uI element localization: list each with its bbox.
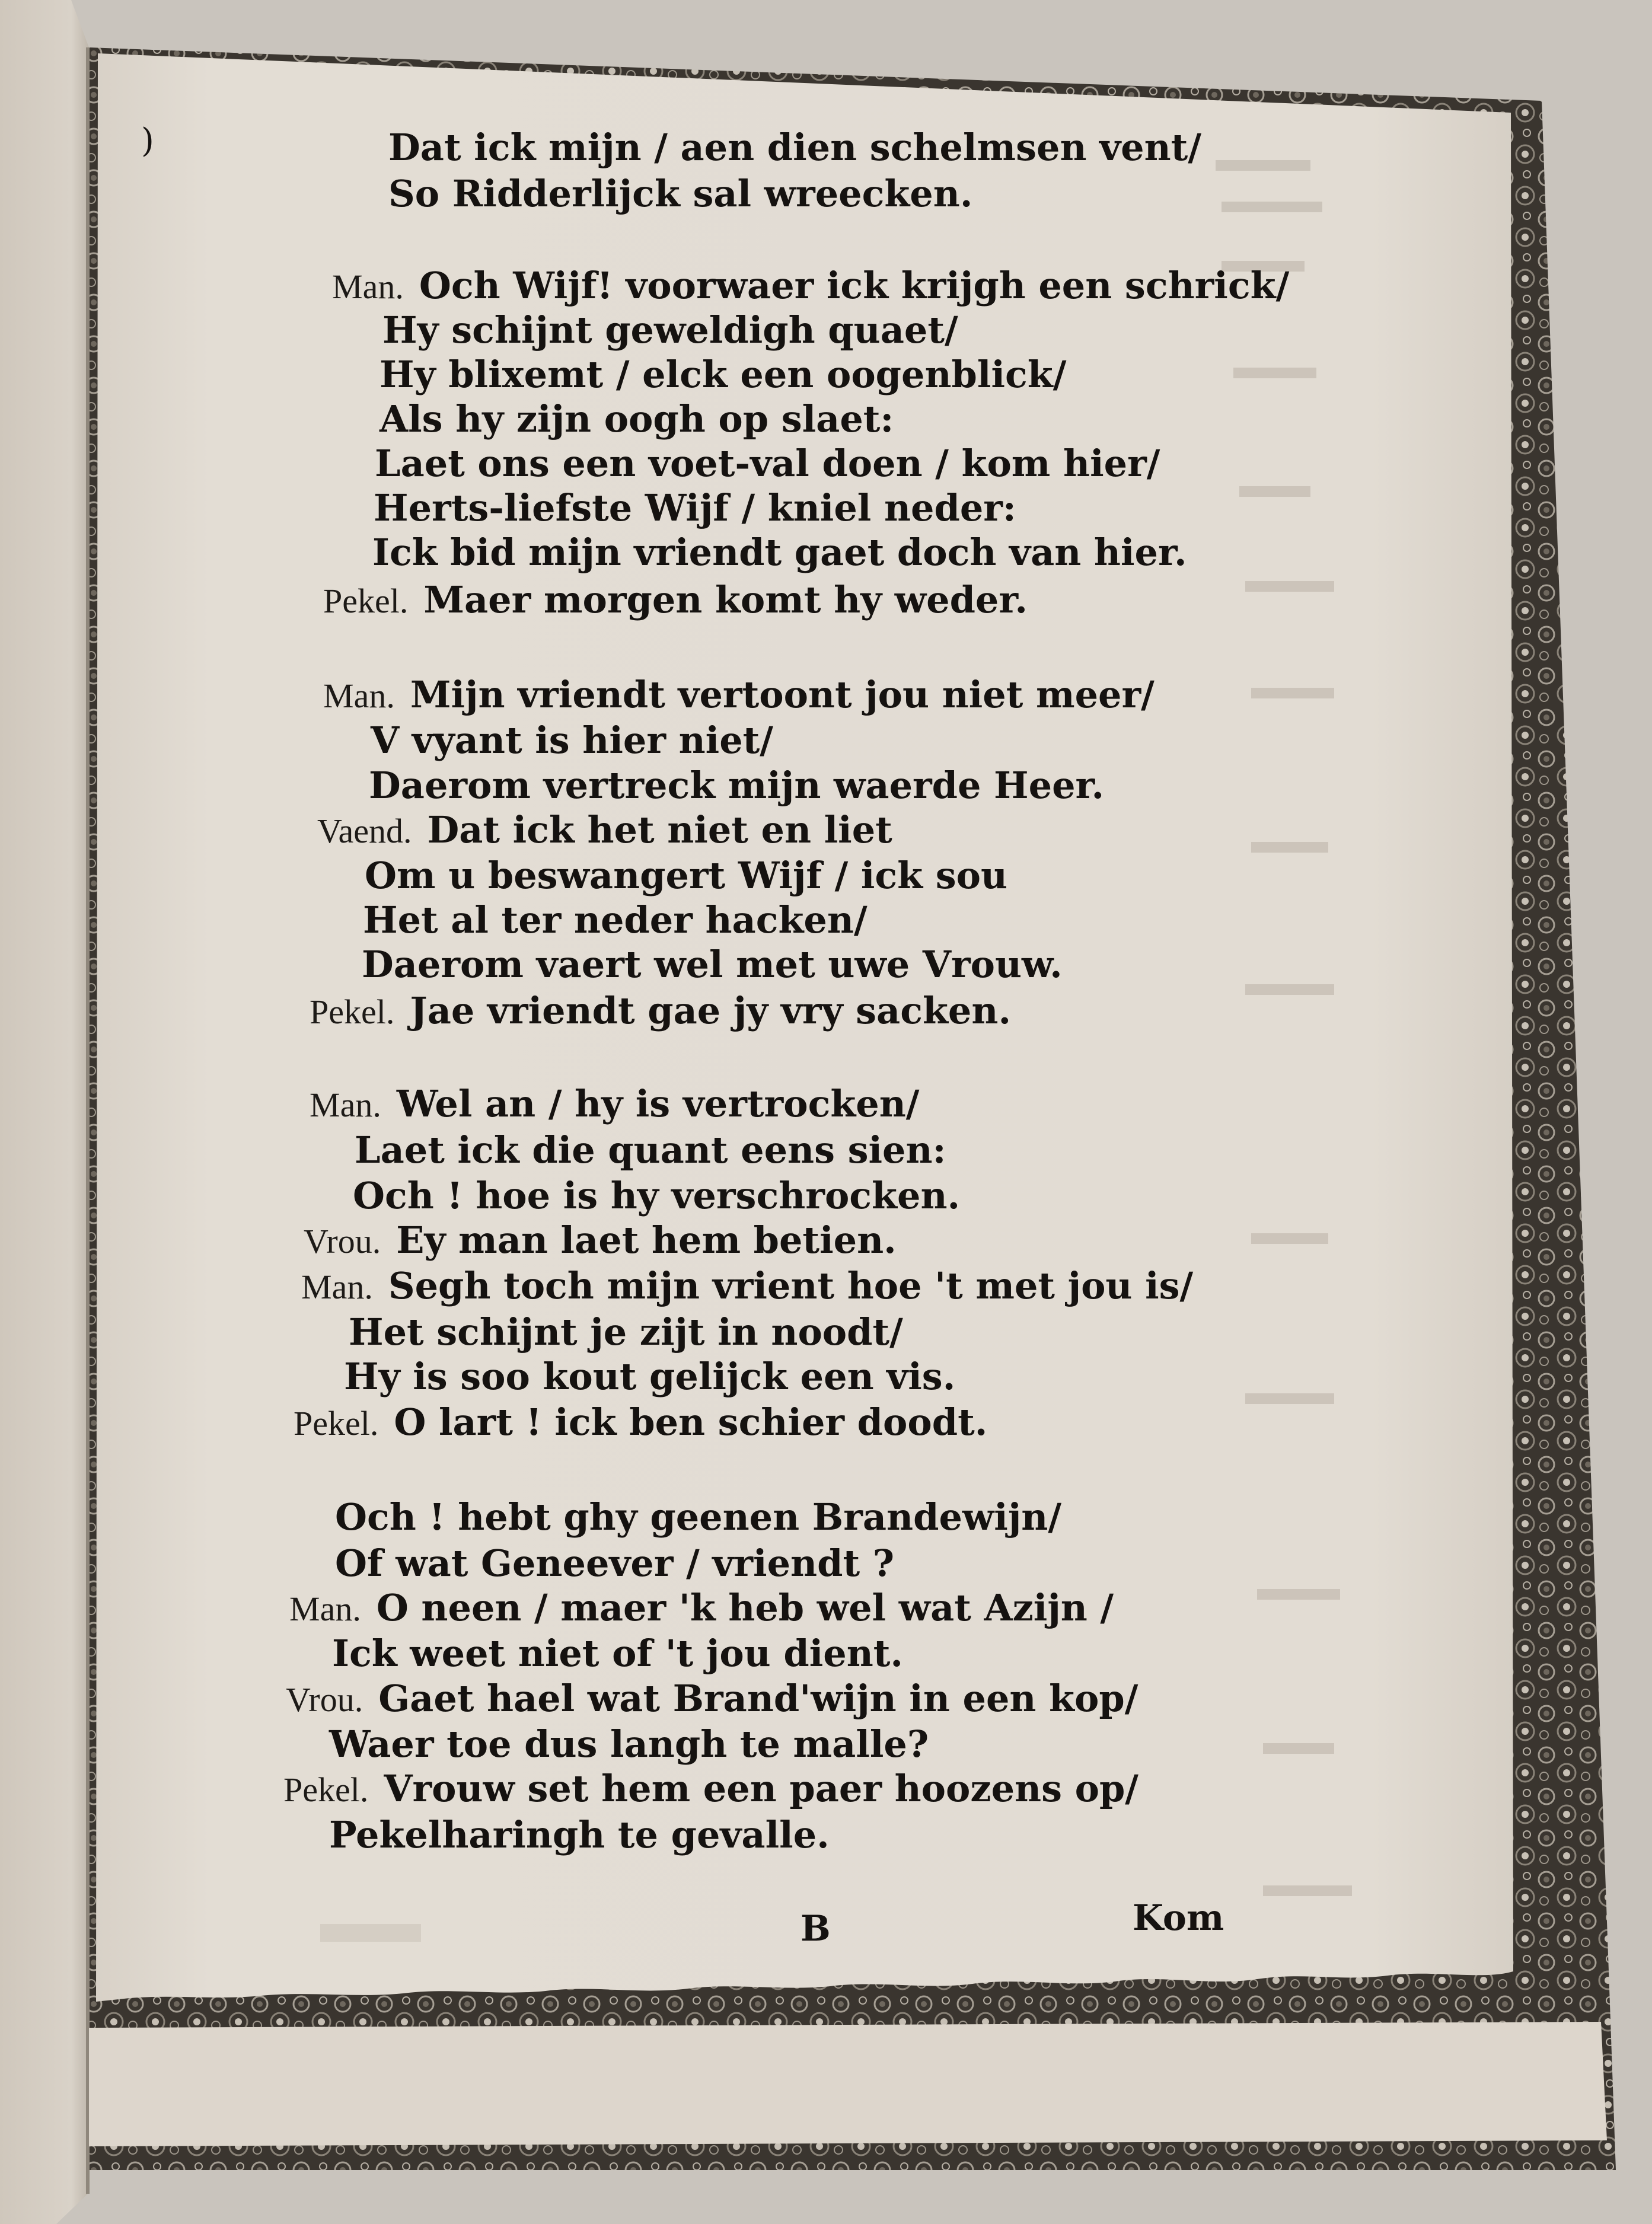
verse-text: Dat ick het niet en liet [427,808,892,851]
speaker-label: Vrou. [304,1222,381,1261]
verse-line: Pekelharingh te gevalle. [329,1813,830,1856]
verse-line: Ick bid mijn vriendt gaet doch van hier. [372,531,1187,574]
speaker-label: Man. [310,1086,381,1124]
verse-text: Gaet hael wat Brand'wijn in een kop/ [378,1677,1138,1720]
verse-line [286,1677,1138,1720]
verse-line: Hy is soo kout gelijck een vis. [344,1355,956,1398]
verse-line: Laet ons een voet-val doen / kom hier/ [375,442,1160,485]
verse-line: Hy schijnt geweldigh quaet/ [382,308,958,352]
signature-mark: B [801,1908,831,1949]
verse-line [323,673,1155,716]
verse-text: O lart ! ick ben schier doodt. [394,1400,988,1444]
verse-line [310,1082,919,1125]
verse-line: Och ! hebt ghy geenen Brandewijn/ [335,1495,1061,1539]
speaker-label: Man. [301,1268,373,1306]
verse-line: Waer toe dus langh te malle? [329,1722,929,1766]
speaker-label: Man. [323,677,395,715]
verse-line: V vyant is hier niet/ [371,719,773,762]
verse-line [323,578,1028,621]
verse-line [294,1400,987,1444]
verse-line: Dat ick mijn / aen dien schelmsen vent/ [388,126,1201,169]
verse-text: Segh toch mijn vrient hoe 't met jou is/ [388,1264,1194,1307]
verse-line [310,989,1011,1032]
verse-text: Vrouw set hem een paer hoozens op/ [384,1767,1138,1810]
verse-line [317,808,892,851]
speaker-label: Pekel. [310,993,395,1031]
speaker-label: Pekel. [323,582,409,620]
verse-text: Mijn vriendt vertoont jou niet meer/ [410,673,1155,716]
verse-line: Daerom vaert wel met uwe Vrouw. [362,943,1063,986]
speaker-label: Man. [332,267,404,306]
verse-text: O neen / maer 'k heb wel wat Azijn / [376,1586,1114,1629]
verse-line: Ick weet niet of 't jou dient. [332,1632,903,1675]
verse-line [332,264,1289,307]
speaker-label: Pekel. [294,1404,379,1443]
catchword: Kom [1133,1897,1224,1939]
verse-text: Maer morgen komt hy weder. [423,578,1028,621]
verse-text: Ey man laet hem betien. [396,1218,897,1262]
speaker-label: Vaend. [317,812,412,850]
verse-line: Om u beswangert Wijf / ick sou [365,854,1008,897]
verse-text: Och Wijf! voorwaer ick krijgh een schrick/ [419,264,1290,307]
verse-text: Wel an / hy is vertrocken/ [396,1082,920,1125]
verse-line [301,1264,1193,1307]
margin-mark: ) [141,122,154,160]
verse-line: Of wat Geneever / vriendt ? [335,1542,895,1585]
verse-line: Als hy zijn oogh op slaet: [379,397,894,441]
verse-line [289,1586,1114,1629]
verse-line: Daerom vertreck mijn waerde Heer. [369,764,1105,807]
verse-line [304,1218,897,1262]
speaker-label: Man. [289,1590,361,1628]
verse-line: Herts-liefste Wijf / kniel neder: [374,486,1016,529]
verse-line: Het schijnt je zijt in noodt/ [349,1310,903,1354]
verse-line: Och ! hoe is hy verschrocken. [353,1174,961,1217]
verse-line: Hy blixemt / elck een oogenblick/ [379,353,1067,396]
verse-line: Laet ick die quant eens sien: [355,1128,946,1172]
speaker-label: Vrou. [286,1680,363,1719]
verse-line: So Ridderlijck sal wreecken. [388,172,973,215]
verse-line: Het al ter neder hacken/ [363,898,868,942]
verse-text: Jae vriendt gae jy vry sacken. [410,989,1012,1032]
verse-line [283,1767,1138,1810]
speaker-label: Pekel. [283,1770,369,1809]
